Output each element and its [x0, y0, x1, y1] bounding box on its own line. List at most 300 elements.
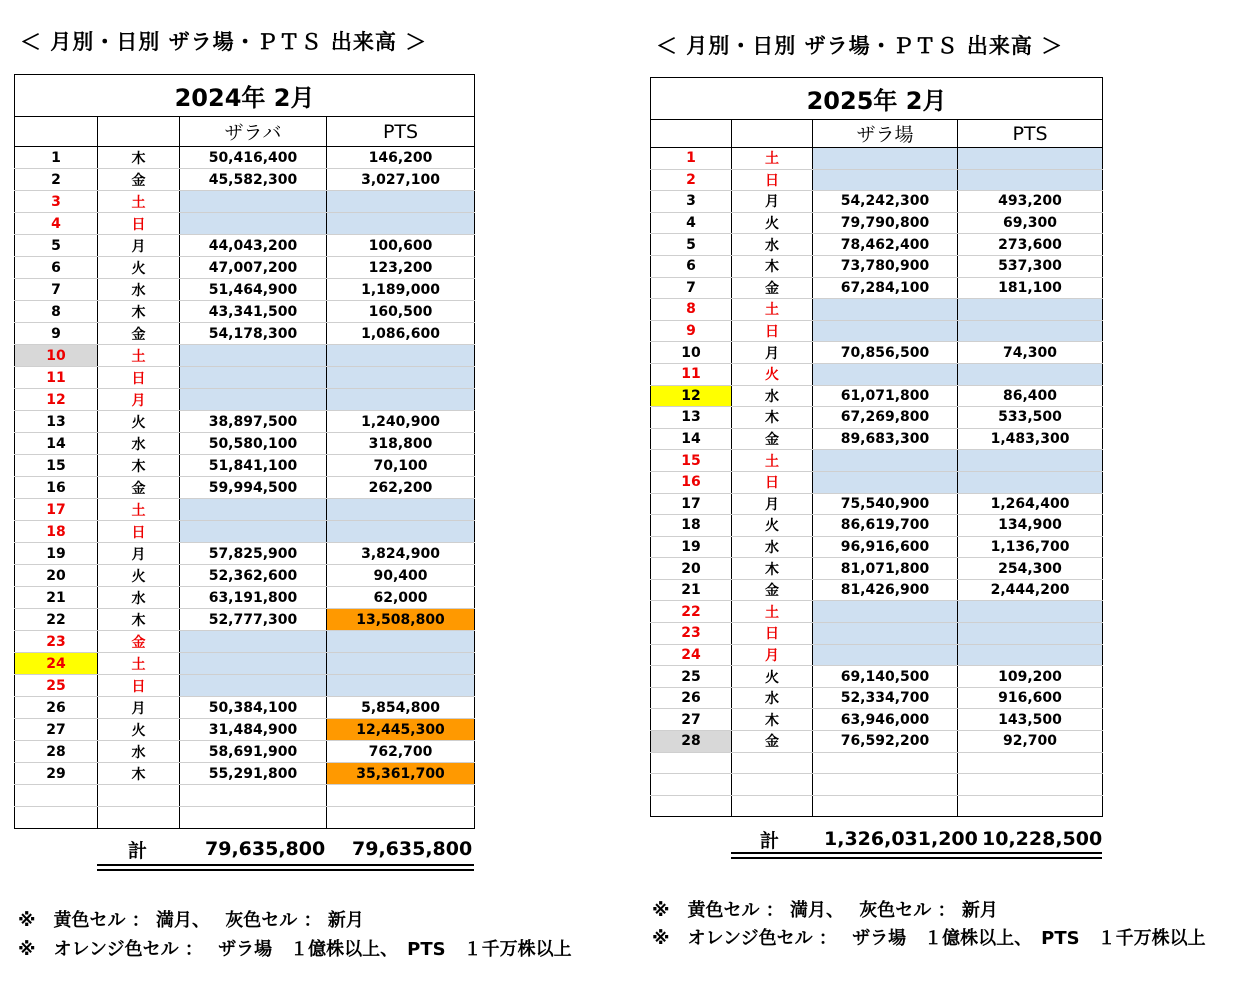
zaraba-volume: 54,242,300 — [813, 191, 958, 213]
weekday: 水 — [732, 234, 813, 256]
pts-volume: 69,300 — [958, 212, 1103, 234]
zaraba-volume: 45,582,300 — [180, 169, 327, 191]
weekday: 日 — [732, 320, 813, 342]
panel-title-2024: ＜ 月別・日別 ザラ場・ＰＴＳ 出来高 ＞ — [20, 30, 428, 54]
day-number: 15 — [651, 450, 732, 472]
weekday: 金 — [98, 323, 180, 345]
day-number: 8 — [15, 301, 98, 323]
total-double-underline — [731, 852, 1102, 859]
pts-volume: 273,600 — [958, 234, 1103, 256]
weekday: 日 — [98, 213, 180, 235]
table-row — [651, 407, 1103, 429]
table-row — [15, 191, 475, 213]
weekday: 月 — [98, 697, 180, 719]
pts-volume: 537,300 — [958, 255, 1103, 277]
table-row — [651, 212, 1103, 234]
pts-volume: 13,508,800 — [327, 609, 475, 631]
weekday: 金 — [98, 477, 180, 499]
table-row — [15, 697, 475, 719]
weekday: 火 — [732, 212, 813, 234]
day-number: 6 — [651, 255, 732, 277]
weekday: 火 — [98, 565, 180, 587]
table-row — [15, 213, 475, 235]
weekday: 月 — [98, 235, 180, 257]
zaraba-volume — [813, 320, 958, 342]
day-number: 18 — [15, 521, 98, 543]
table-row — [651, 191, 1103, 213]
pts-volume: 143,500 — [958, 709, 1103, 731]
weekday: 火 — [98, 411, 180, 433]
weekday: 金 — [98, 169, 180, 191]
zaraba-volume — [180, 675, 327, 697]
zaraba-volume — [813, 169, 958, 191]
weekday: 土 — [732, 601, 813, 623]
day-number: 9 — [651, 320, 732, 342]
table-row — [15, 147, 475, 169]
pts-volume: 92,700 — [958, 731, 1103, 753]
day-number: 23 — [651, 623, 732, 645]
pts-volume: 146,200 — [327, 147, 475, 169]
month-header: 2024年 2月 — [15, 75, 475, 117]
table-row — [651, 752, 1103, 774]
weekday: 日 — [98, 521, 180, 543]
day-number: 26 — [15, 697, 98, 719]
table-row — [15, 631, 475, 653]
pts-volume: 12,445,300 — [327, 719, 475, 741]
legend-note-orange: ※ オレンジ色セル ： ザラ場 １億株以上、 PTS １千万株以上 — [652, 928, 1206, 949]
zaraba-volume: 96,916,600 — [813, 536, 958, 558]
table-row — [651, 558, 1103, 580]
day-number: 10 — [15, 345, 98, 367]
pts-volume: 100,600 — [327, 235, 475, 257]
day-number: 25 — [15, 675, 98, 697]
zaraba-volume — [813, 601, 958, 623]
pts-volume: 1,240,900 — [327, 411, 475, 433]
table-row — [651, 536, 1103, 558]
zaraba-volume: 69,140,500 — [813, 666, 958, 688]
day-number: 25 — [651, 666, 732, 688]
day-number: 8 — [651, 299, 732, 321]
table-row — [15, 543, 475, 565]
month-header: 2025年 2月 — [651, 78, 1103, 120]
pts-volume: 181,100 — [958, 277, 1103, 299]
weekday: 土 — [732, 148, 813, 170]
legend-note-moon: ※ 黄色セル ： 満月、 灰色セル ： 新月 — [18, 910, 364, 931]
day-number: 13 — [651, 407, 732, 429]
zaraba-volume — [180, 653, 327, 675]
day-number: 11 — [15, 367, 98, 389]
column-header-pts: PTS — [327, 117, 475, 147]
weekday: 月 — [732, 191, 813, 213]
pts-volume — [958, 299, 1103, 321]
table-row — [651, 623, 1103, 645]
day-number: 24 — [15, 653, 98, 675]
day-number: 27 — [651, 709, 732, 731]
zaraba-volume: 51,841,100 — [180, 455, 327, 477]
table-row — [651, 579, 1103, 601]
weekday — [732, 795, 813, 817]
table-row — [15, 785, 475, 807]
column-header-zaraba: ザラバ — [180, 117, 327, 147]
pts-volume — [327, 675, 475, 697]
zaraba-volume: 52,334,700 — [813, 687, 958, 709]
pts-volume: 2,444,200 — [958, 579, 1103, 601]
table-row — [651, 363, 1103, 385]
pts-volume: 262,200 — [327, 477, 475, 499]
table-row — [15, 257, 475, 279]
pts-volume: 1,189,000 — [327, 279, 475, 301]
weekday: 木 — [732, 407, 813, 429]
pts-volume: 254,300 — [958, 558, 1103, 580]
weekday: 日 — [732, 623, 813, 645]
zaraba-volume — [180, 191, 327, 213]
table-row — [651, 277, 1103, 299]
table-row — [15, 279, 475, 301]
zaraba-volume: 52,777,300 — [180, 609, 327, 631]
weekday — [98, 807, 180, 829]
total-label: 計 — [760, 830, 780, 852]
volume-table-2025 — [650, 77, 1103, 817]
weekday: 月 — [98, 543, 180, 565]
day-number: 5 — [651, 234, 732, 256]
table-row — [651, 666, 1103, 688]
weekday: 月 — [732, 342, 813, 364]
pts-volume: 62,000 — [327, 587, 475, 609]
table-row — [651, 428, 1103, 450]
column-header-zaraba: ザラ場 — [813, 120, 958, 148]
pts-volume: 90,400 — [327, 565, 475, 587]
zaraba-volume — [813, 363, 958, 385]
total-zaraba: 79,635,800 — [205, 838, 326, 860]
table-row — [651, 709, 1103, 731]
day-number: 27 — [15, 719, 98, 741]
pts-volume — [327, 367, 475, 389]
zaraba-volume: 86,619,700 — [813, 515, 958, 537]
weekday: 木 — [98, 609, 180, 631]
weekday: 月 — [732, 493, 813, 515]
pts-volume — [327, 213, 475, 235]
zaraba-volume — [813, 471, 958, 493]
pts-volume — [958, 623, 1103, 645]
weekday: 水 — [98, 741, 180, 763]
pts-volume — [327, 807, 475, 829]
zaraba-volume: 75,540,900 — [813, 493, 958, 515]
total-zaraba: 1,326,031,200 — [824, 828, 978, 850]
weekday: 水 — [732, 536, 813, 558]
table-row — [651, 687, 1103, 709]
pts-volume: 1,086,600 — [327, 323, 475, 345]
weekday: 火 — [732, 515, 813, 537]
weekday: 火 — [732, 363, 813, 385]
day-number: 28 — [15, 741, 98, 763]
header-blank — [15, 117, 98, 147]
table-row — [651, 234, 1103, 256]
zaraba-volume: 47,007,200 — [180, 257, 327, 279]
zaraba-volume: 51,464,900 — [180, 279, 327, 301]
day-number: 1 — [651, 148, 732, 170]
weekday: 土 — [732, 299, 813, 321]
day-number: 5 — [15, 235, 98, 257]
table-row — [651, 493, 1103, 515]
table-row — [651, 255, 1103, 277]
weekday: 日 — [98, 367, 180, 389]
weekday: 日 — [732, 471, 813, 493]
weekday: 土 — [98, 499, 180, 521]
table-row — [15, 345, 475, 367]
total-double-underline — [97, 864, 474, 871]
zaraba-volume — [813, 752, 958, 774]
zaraba-volume — [180, 367, 327, 389]
day-number: 15 — [15, 455, 98, 477]
table-row — [15, 763, 475, 785]
day-number: 2 — [651, 169, 732, 191]
day-number: 14 — [651, 428, 732, 450]
zaraba-volume: 89,683,300 — [813, 428, 958, 450]
legend-note-moon: ※ 黄色セル ： 満月、 灰色セル ： 新月 — [652, 900, 998, 921]
day-number: 21 — [15, 587, 98, 609]
day-number: 1 — [15, 147, 98, 169]
pts-volume: 134,900 — [958, 515, 1103, 537]
day-number: 12 — [15, 389, 98, 411]
pts-volume: 5,854,800 — [327, 697, 475, 719]
pts-volume: 762,700 — [327, 741, 475, 763]
zaraba-volume: 57,825,900 — [180, 543, 327, 565]
zaraba-volume: 52,362,600 — [180, 565, 327, 587]
zaraba-volume — [180, 345, 327, 367]
day-number — [651, 752, 732, 774]
pts-volume: 493,200 — [958, 191, 1103, 213]
table-row — [651, 731, 1103, 753]
table-row — [651, 601, 1103, 623]
day-number: 17 — [651, 493, 732, 515]
pts-volume: 160,500 — [327, 301, 475, 323]
pts-volume: 916,600 — [958, 687, 1103, 709]
pts-volume: 1,483,300 — [958, 428, 1103, 450]
pts-volume — [327, 191, 475, 213]
volume-table-2024 — [14, 74, 475, 829]
table-row — [15, 521, 475, 543]
day-number: 20 — [651, 558, 732, 580]
weekday: 木 — [98, 455, 180, 477]
day-number: 21 — [651, 579, 732, 601]
day-number: 6 — [15, 257, 98, 279]
table-row — [15, 587, 475, 609]
zaraba-volume: 50,416,400 — [180, 147, 327, 169]
zaraba-volume: 81,426,900 — [813, 579, 958, 601]
zaraba-volume: 67,269,800 — [813, 407, 958, 429]
day-number — [651, 795, 732, 817]
table-row — [651, 795, 1103, 817]
pts-volume — [327, 345, 475, 367]
zaraba-volume: 76,592,200 — [813, 731, 958, 753]
day-number: 2 — [15, 169, 98, 191]
zaraba-volume: 70,856,500 — [813, 342, 958, 364]
weekday: 金 — [98, 631, 180, 653]
table-row — [15, 367, 475, 389]
weekday: 木 — [98, 763, 180, 785]
table-row — [15, 675, 475, 697]
day-number: 29 — [15, 763, 98, 785]
pts-volume — [958, 148, 1103, 170]
legend-note-orange: ※ オレンジ色セル ： ザラ場 １億株以上、 PTS １千万株以上 — [18, 939, 572, 960]
day-number: 18 — [651, 515, 732, 537]
day-number: 22 — [651, 601, 732, 623]
day-number: 7 — [15, 279, 98, 301]
zaraba-volume: 50,384,100 — [180, 697, 327, 719]
zaraba-volume — [180, 807, 327, 829]
zaraba-volume — [180, 389, 327, 411]
zaraba-volume — [813, 644, 958, 666]
table-row — [15, 719, 475, 741]
weekday: 水 — [98, 279, 180, 301]
pts-volume: 86,400 — [958, 385, 1103, 407]
zaraba-volume: 78,462,400 — [813, 234, 958, 256]
pts-volume: 1,136,700 — [958, 536, 1103, 558]
weekday: 木 — [732, 255, 813, 277]
table-row — [15, 609, 475, 631]
zaraba-volume — [813, 795, 958, 817]
weekday: 金 — [732, 277, 813, 299]
pts-volume — [958, 774, 1103, 796]
weekday: 土 — [732, 450, 813, 472]
pts-volume — [958, 169, 1103, 191]
zaraba-volume: 73,780,900 — [813, 255, 958, 277]
zaraba-volume — [813, 299, 958, 321]
pts-volume — [958, 320, 1103, 342]
weekday: 土 — [98, 653, 180, 675]
table-row — [15, 565, 475, 587]
header-blank — [732, 120, 813, 148]
weekday — [98, 785, 180, 807]
weekday: 水 — [732, 385, 813, 407]
table-row — [15, 411, 475, 433]
pts-volume: 533,500 — [958, 407, 1103, 429]
weekday: 火 — [98, 719, 180, 741]
zaraba-volume — [813, 774, 958, 796]
table-row — [15, 499, 475, 521]
table-row — [651, 148, 1103, 170]
table-row — [651, 169, 1103, 191]
day-number: 23 — [15, 631, 98, 653]
table-row — [651, 385, 1103, 407]
pts-volume: 1,264,400 — [958, 493, 1103, 515]
pts-volume — [958, 363, 1103, 385]
day-number: 24 — [651, 644, 732, 666]
table-row — [15, 653, 475, 675]
table-row — [15, 455, 475, 477]
weekday: 水 — [732, 687, 813, 709]
zaraba-volume — [180, 521, 327, 543]
weekday: 水 — [98, 433, 180, 455]
day-number: 4 — [651, 212, 732, 234]
day-number: 9 — [15, 323, 98, 345]
pts-volume — [958, 471, 1103, 493]
table-row — [15, 477, 475, 499]
pts-volume: 3,027,100 — [327, 169, 475, 191]
day-number: 4 — [15, 213, 98, 235]
day-number: 20 — [15, 565, 98, 587]
day-number: 19 — [651, 536, 732, 558]
day-number: 7 — [651, 277, 732, 299]
weekday: 水 — [98, 587, 180, 609]
day-number: 13 — [15, 411, 98, 433]
zaraba-volume: 81,071,800 — [813, 558, 958, 580]
day-number: 16 — [15, 477, 98, 499]
table-row — [651, 450, 1103, 472]
pts-volume: 318,800 — [327, 433, 475, 455]
zaraba-volume: 79,790,800 — [813, 212, 958, 234]
weekday: 金 — [732, 731, 813, 753]
table-row — [15, 323, 475, 345]
pts-volume — [327, 631, 475, 653]
pts-volume — [327, 521, 475, 543]
table-row — [15, 741, 475, 763]
header-blank — [98, 117, 180, 147]
weekday: 日 — [98, 675, 180, 697]
weekday: 木 — [98, 147, 180, 169]
zaraba-volume: 44,043,200 — [180, 235, 327, 257]
weekday: 土 — [98, 345, 180, 367]
zaraba-volume — [180, 499, 327, 521]
total-pts: 10,228,500 — [982, 828, 1103, 850]
zaraba-volume — [813, 148, 958, 170]
pts-volume: 70,100 — [327, 455, 475, 477]
day-number: 11 — [651, 363, 732, 385]
day-number: 10 — [651, 342, 732, 364]
day-number — [651, 774, 732, 796]
pts-volume — [327, 389, 475, 411]
zaraba-volume: 59,994,500 — [180, 477, 327, 499]
table-row — [651, 471, 1103, 493]
day-number — [15, 807, 98, 829]
total-pts: 79,635,800 — [352, 838, 473, 860]
table-row — [651, 774, 1103, 796]
table-row — [651, 342, 1103, 364]
zaraba-volume: 31,484,900 — [180, 719, 327, 741]
weekday: 日 — [732, 169, 813, 191]
weekday: 木 — [732, 709, 813, 731]
zaraba-volume: 58,691,900 — [180, 741, 327, 763]
day-number: 26 — [651, 687, 732, 709]
zaraba-volume: 50,580,100 — [180, 433, 327, 455]
day-number: 22 — [15, 609, 98, 631]
table-row — [15, 169, 475, 191]
zaraba-volume — [813, 623, 958, 645]
total-label: 計 — [128, 840, 148, 862]
pts-volume — [327, 785, 475, 807]
weekday: 火 — [732, 666, 813, 688]
day-number: 14 — [15, 433, 98, 455]
weekday: 木 — [732, 558, 813, 580]
table-row — [651, 320, 1103, 342]
pts-volume: 109,200 — [958, 666, 1103, 688]
weekday — [732, 752, 813, 774]
table-row — [651, 299, 1103, 321]
day-number: 19 — [15, 543, 98, 565]
weekday: 火 — [98, 257, 180, 279]
pts-volume: 3,824,900 — [327, 543, 475, 565]
day-number: 28 — [651, 731, 732, 753]
pts-volume — [327, 499, 475, 521]
weekday: 土 — [98, 191, 180, 213]
zaraba-volume: 55,291,800 — [180, 763, 327, 785]
zaraba-volume: 61,071,800 — [813, 385, 958, 407]
day-number: 16 — [651, 471, 732, 493]
zaraba-volume: 63,946,000 — [813, 709, 958, 731]
pts-volume: 35,361,700 — [327, 763, 475, 785]
column-header-pts: PTS — [958, 120, 1103, 148]
zaraba-volume — [180, 785, 327, 807]
